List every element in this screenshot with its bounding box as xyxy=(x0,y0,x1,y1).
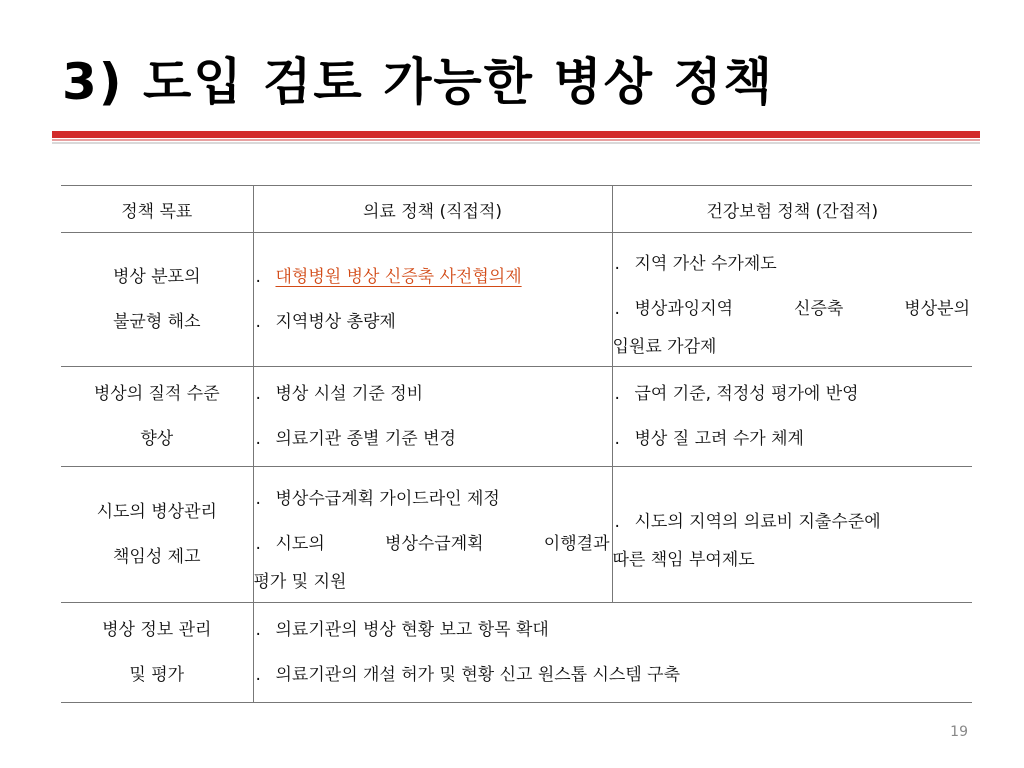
list-item: . 대형병원 병상 신증축 사전협의제 xyxy=(254,255,612,300)
list-item: . 병상수급계획 가이드라인 제정 xyxy=(255,489,500,509)
header-insurance-policy: 건강보험 정책 (간접적) xyxy=(612,186,972,233)
table-row xyxy=(61,467,972,603)
page-number: 19 xyxy=(950,724,968,740)
list-item: . 지역병상 총량제 xyxy=(255,311,396,332)
list-item: . 의료기관의 개설 허가 및 현황 신고 원스톱 시스템 구축 xyxy=(255,664,681,685)
goal-cell: 시도의 병상관리 책임성 제고 xyxy=(61,467,253,603)
goal-cell: 병상의 질적 수준 향상 xyxy=(61,367,253,467)
combined-policy-cell xyxy=(253,603,972,703)
list-item: . 병상 시설 기준 정비 xyxy=(255,383,424,404)
list-item: . 의료기관 종별 기준 변경 xyxy=(255,428,456,449)
title-underline xyxy=(52,131,980,144)
table-row xyxy=(61,233,972,367)
medical-policy-cell xyxy=(253,367,612,467)
list-item: . 의료기관의 병상 현황 보고 항목 확대 xyxy=(255,619,549,640)
header-goal: 정책 목표 xyxy=(61,186,253,233)
medical-policy-cell xyxy=(253,467,612,603)
highlighted-policy: 대형병원 병상 신증축 사전협의제 xyxy=(275,266,522,287)
medical-policy-cell xyxy=(253,233,612,367)
table-row xyxy=(61,603,972,703)
table-header-row xyxy=(61,186,972,233)
insurance-policy-cell xyxy=(612,233,972,367)
list-item: . 병상과잉지역 신증축 병상분의 xyxy=(614,299,970,319)
list-item: . 병상 질 고려 수가 체계 xyxy=(614,428,804,449)
table-row xyxy=(61,367,972,467)
policy-table xyxy=(61,185,972,703)
goal-cell: 병상 분포의 불균형 해소 xyxy=(61,233,253,367)
list-item: . 지역 가산 수가제도 xyxy=(614,254,777,274)
list-item: . 급여 기준, 적정성 평가에 반영 xyxy=(614,383,859,404)
header-medical-policy: 의료 정책 (직접적) xyxy=(253,186,612,233)
list-item-continued: 입원료 가감제 xyxy=(612,337,717,357)
insurance-policy-cell xyxy=(612,467,972,603)
goal-cell: 병상 정보 관리 및 평가 xyxy=(61,603,253,703)
list-item-continued: 평가 및 지원 xyxy=(253,572,347,592)
list-item-continued: 따른 책임 부여제도 xyxy=(612,549,755,570)
slide-title: 3) 도입 검토 가능한 병상 정책 xyxy=(62,53,774,111)
list-item: . 시도의 병상수급계획 이행결과 xyxy=(255,534,610,554)
list-item: . 시도의 지역의 의료비 지출수준에 xyxy=(614,511,881,532)
insurance-policy-cell xyxy=(612,367,972,467)
